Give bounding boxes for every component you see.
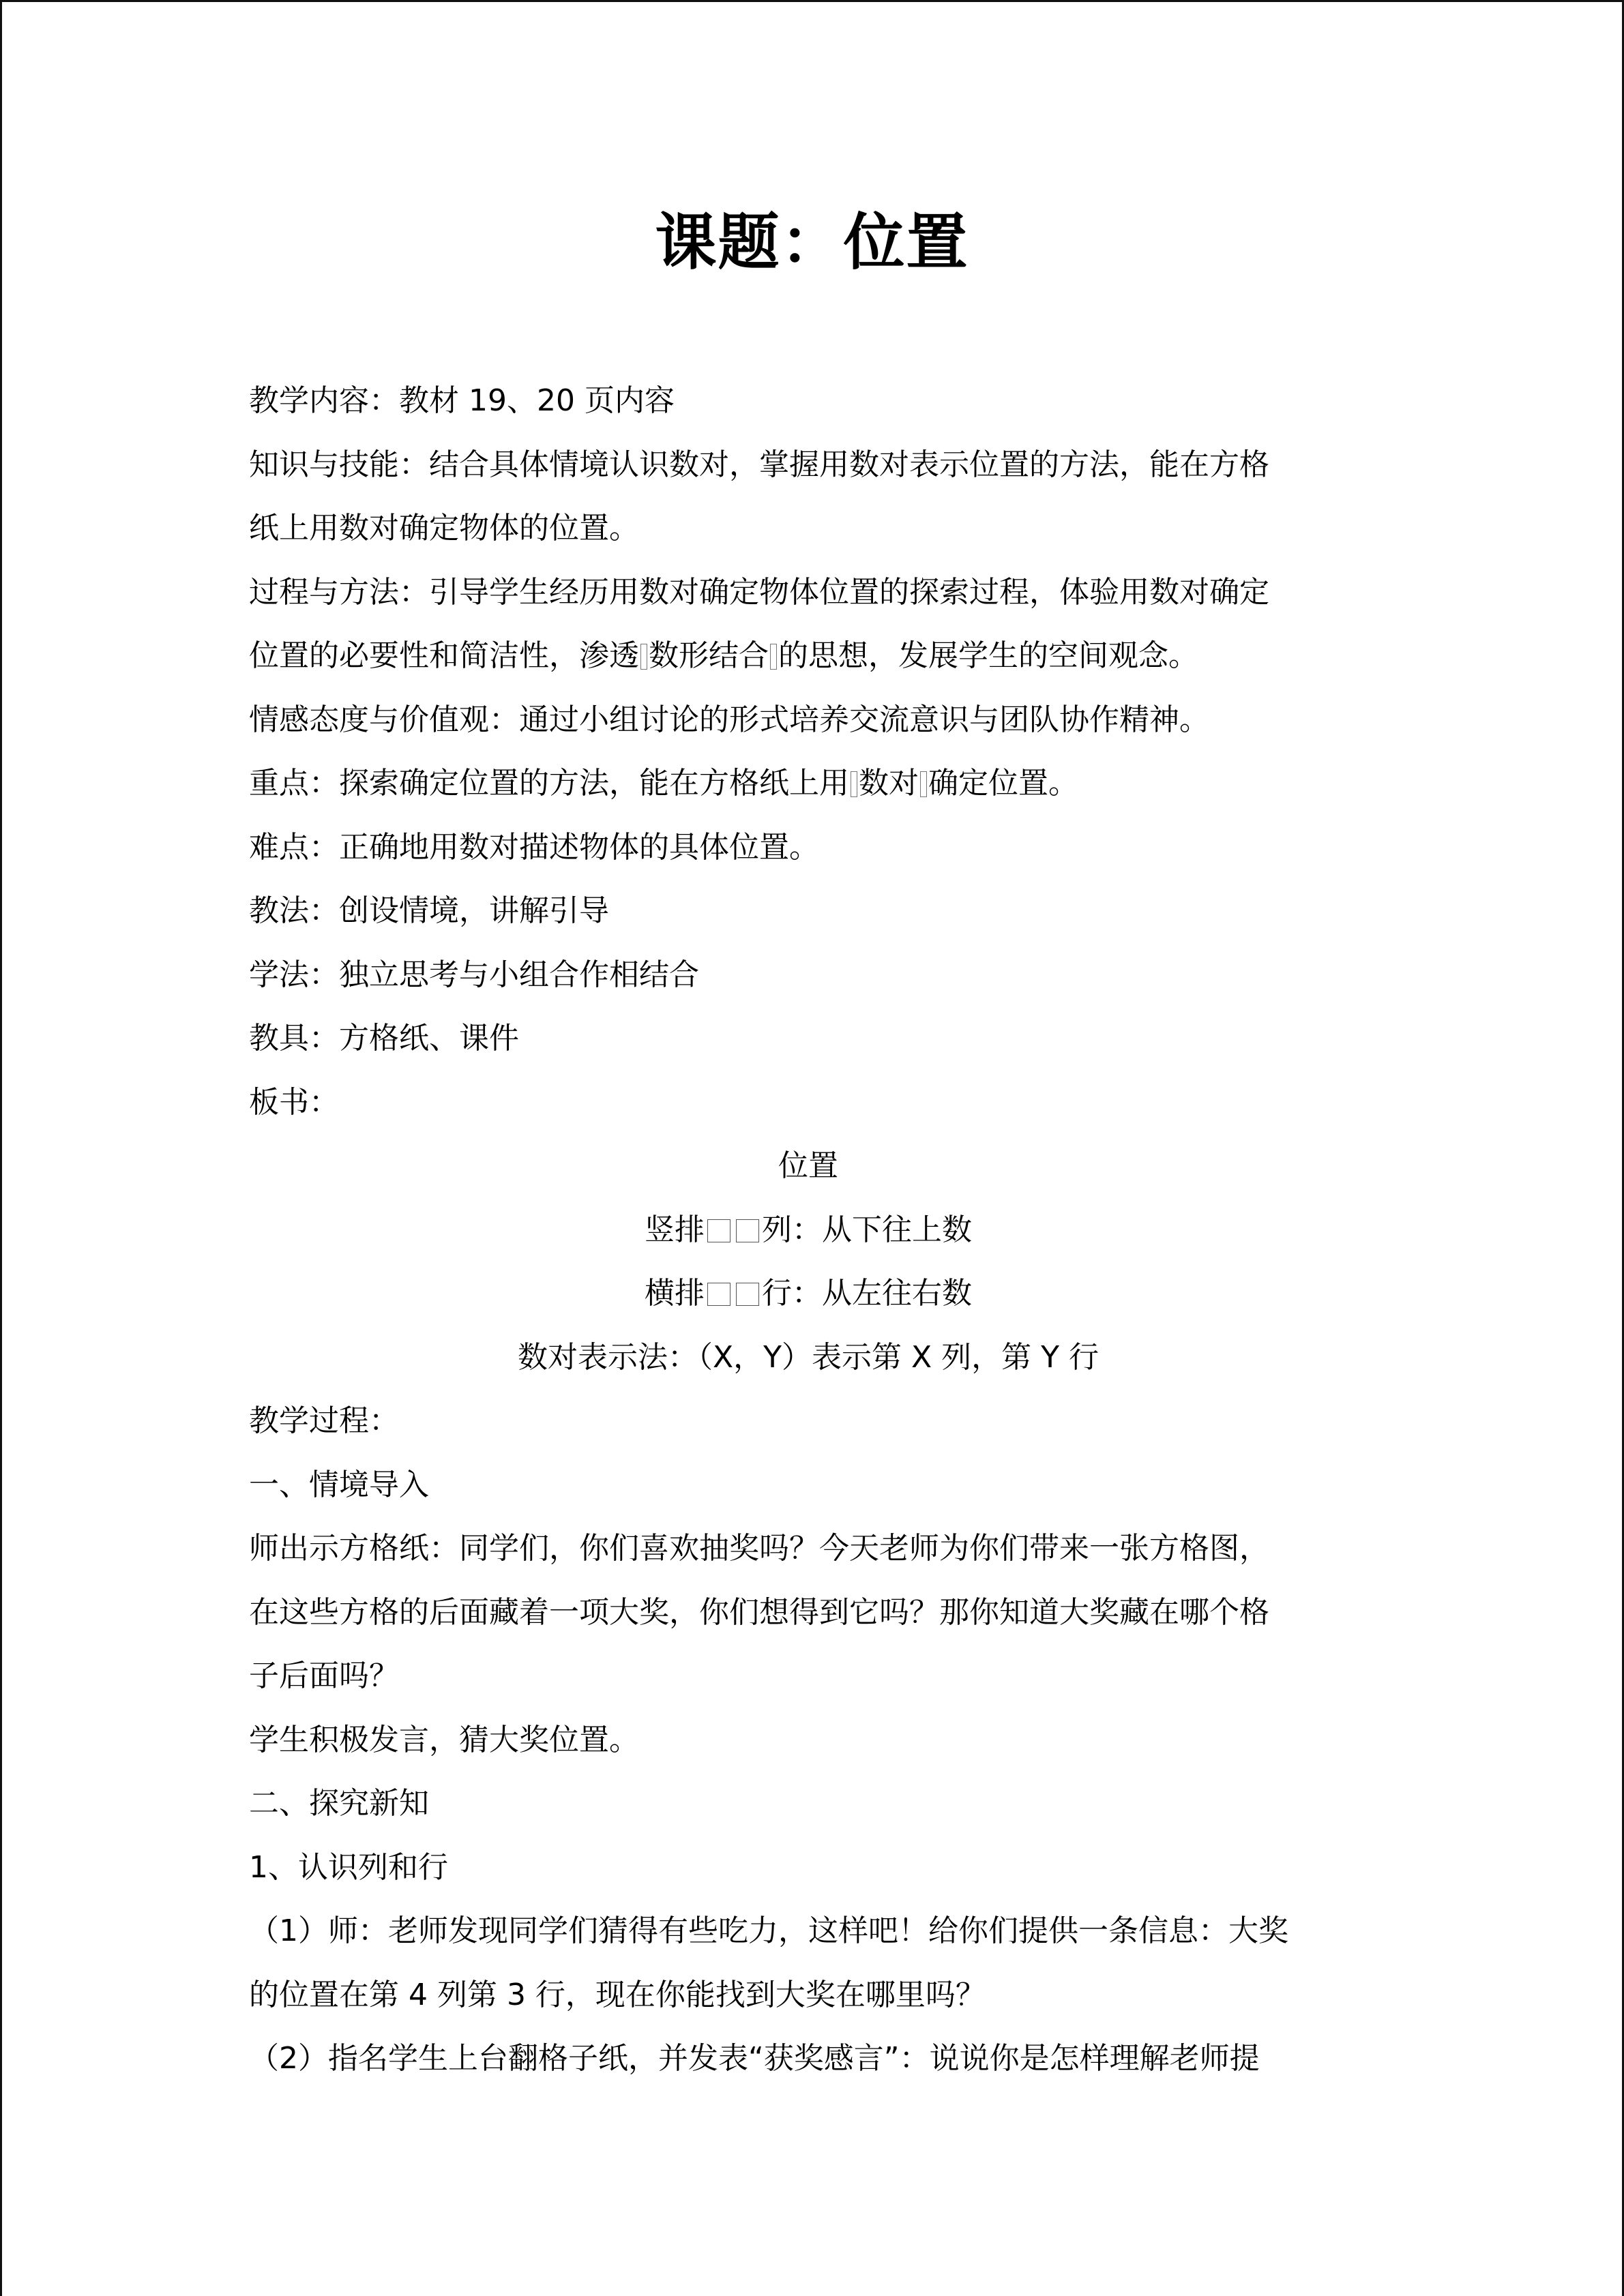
process-method-line: 过程与方法：引导学生经历用数对确定物体位置的探索过程，体验用数对确定 <box>249 574 1269 610</box>
key-points-line <box>249 751 1381 816</box>
missing-glyph-box <box>707 1283 730 1306</box>
text-segment: 数对 <box>859 766 919 801</box>
text-segment: 数形结合 <box>649 638 769 673</box>
attitude-values-line: 情感态度与价值观：通过小组讨论的形式培养交流意识与团队协作精神。 <box>249 702 1209 737</box>
missing-glyph-box <box>851 771 857 797</box>
missing-glyph-box <box>640 644 647 670</box>
text-segment: 横排 <box>645 1276 705 1311</box>
missing-glyph-box <box>736 1219 759 1242</box>
text-segment: 列：从下往上数 <box>762 1212 972 1247</box>
knowledge-skills-line: 知识与技能：结合具体情境认识数对，掌握用数对表示位置的方法，能在方格 <box>249 447 1269 482</box>
paragraph-line: 的位置在第 4 列第 3 行，现在你能找到大奖在哪里吗？ <box>249 1977 986 2012</box>
board-notation: 数对表示法：（X，Y）表示第 X 列，第 Y 行 <box>518 1339 1099 1375</box>
paragraph-line: （1）师：老师发现同学们猜得有些吃力，这样吧！给你们提供一条信息：大奖 <box>249 1913 1288 1948</box>
text-segment: 位置的必要性和简洁性，渗透 <box>249 638 639 673</box>
process-method-line-cont <box>249 624 1381 688</box>
blackboard-label: 板书： <box>249 1084 339 1120</box>
text-segment: 的思想，发展学生的空间观念。 <box>778 638 1198 673</box>
missing-glyph-box <box>770 644 777 670</box>
paragraph-line: 子后面吗？ <box>249 1658 399 1693</box>
subsection-heading: 1、认识列和行 <box>249 1849 448 1885</box>
text-segment: 行：从左往右数 <box>762 1276 972 1311</box>
paragraph-line: 在这些方格的后面藏着一项大奖，你们想得到它吗？那你知道大奖藏在哪个格 <box>249 1594 1269 1630</box>
knowledge-skills-line-cont: 纸上用数对确定物体的位置。 <box>249 511 639 546</box>
teaching-aids-line: 教具：方格纸、课件 <box>249 1021 519 1056</box>
teaching-method-line: 教法：创设情境，讲解引导 <box>249 893 609 928</box>
text-segment: 重点：探索确定位置的方法，能在方格纸上用 <box>249 766 849 801</box>
board-title: 位置 <box>778 1148 838 1183</box>
teaching-process-heading: 教学过程： <box>249 1403 399 1438</box>
paragraph-line: 学生积极发言，猜大奖位置。 <box>249 1722 639 1757</box>
missing-glyph-box <box>736 1283 759 1306</box>
section-heading: 二、探究新知 <box>249 1786 429 1821</box>
missing-glyph-box <box>707 1219 730 1242</box>
text-segment: 竖排 <box>645 1212 705 1247</box>
paragraph-line: （2）指名学生上台翻格子纸，并发表“获奖感言”：说说你是怎样理解老师提 <box>249 2041 1260 2076</box>
section-heading: 一、情境导入 <box>249 1467 429 1502</box>
board-row-columns <box>242 1198 1374 1262</box>
difficulty-line: 难点：正确地用数对描述物体的具体位置。 <box>249 829 819 865</box>
text-segment: 确定位置。 <box>928 766 1078 801</box>
teaching-content-line: 教学内容：教材 19、20 页内容 <box>249 383 675 418</box>
learning-method-line: 学法：独立思考与小组合作相结合 <box>249 957 699 992</box>
paragraph-line: 师出示方格纸：同学们，你们喜欢抽奖吗？今天老师为你们带来一张方格图， <box>249 1531 1269 1566</box>
board-row-rows <box>242 1262 1374 1326</box>
document-body <box>249 369 1381 2091</box>
missing-glyph-box <box>920 771 927 797</box>
lesson-title: 课题：位置 <box>655 206 969 278</box>
